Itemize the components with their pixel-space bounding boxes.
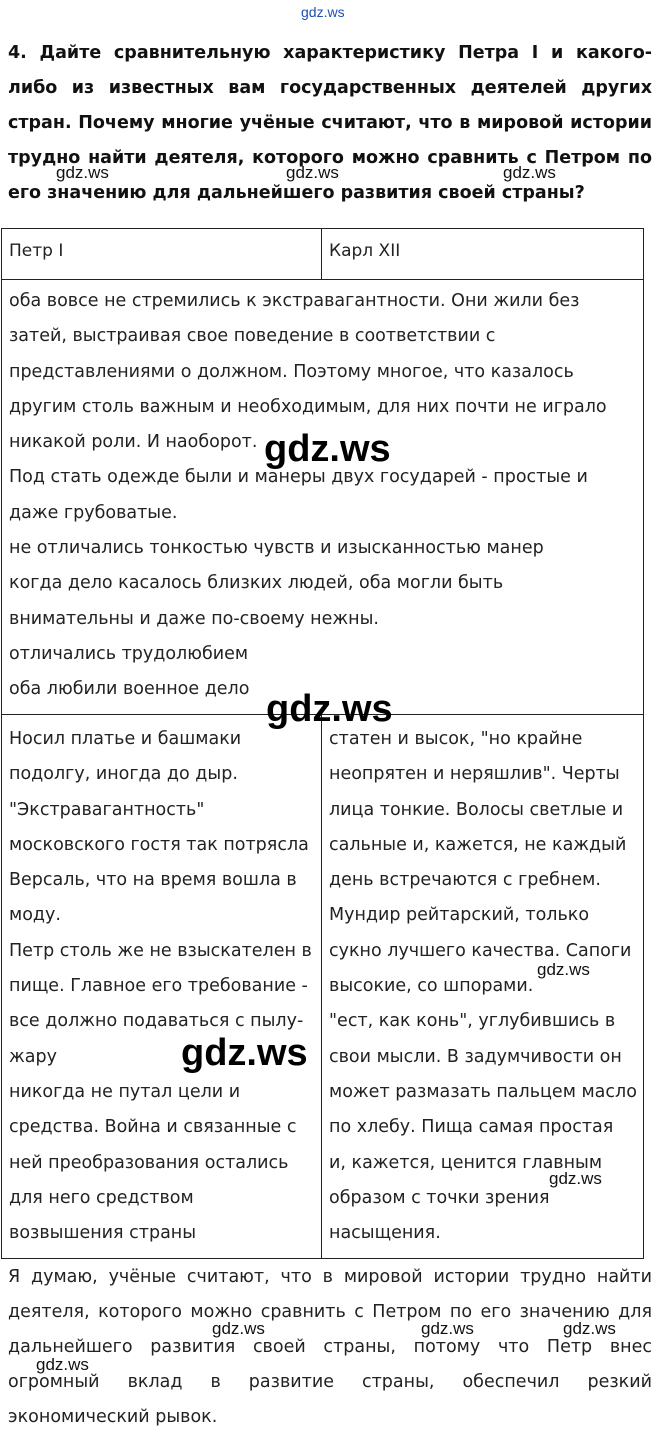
answer-text: Я думаю, учёные считают, что в мировой истории трудно найти деятеля, которого можно сравнить с Петром по его значению для дальнейшего развития своей страны, потому что Петр внес огромный вклад в развитие страны, обеспечил резкий экономический рывок. (8, 1267, 652, 1427)
header-karl: Карл XII (329, 241, 401, 261)
column-divider (321, 228, 322, 280)
common-traits: оба вовсе не стремились к экстравагантности. Они жили без затей, выстраивая свое поведение в соответствии с представлениями о должном. Поэтому многое, что казалось другим столь важным и необходимым, для них почти не играло никакой роли. И наоборот. Под стать одежде были и манеры двух государей - простые и даже грубоватые. не отличались тонкостью чувств и изысканностью манер когда дело касалось близких людей, оба могли быть внимательны и даже по-своему нежны. отличались трудолюбием оба любили военное дело (9, 291, 607, 700)
table-right-border (643, 279, 644, 714)
watermark: gdz.ws (286, 163, 339, 182)
watermark: gdz.ws (212, 1319, 265, 1338)
watermark-large: gdz.ws (266, 688, 393, 730)
karl-traits: статен и высок, "но крайне неопрятен и неряшлив". Черты лица тонкие. Волосы светлые и сальные и, кажется, не каждый день встречаются с гребнем. Мундир рейтарский, только сукно лучшего качества. Сапоги высокие, со шпорами. "ест, как конь", углубившись в свои мысли. В задумчивости он может размазать пальцем масло по хлебу. Пища самая простая и, кажется, ценится главным образом с точки зрения насыщения. (329, 729, 637, 1244)
watermark: gdz.ws (503, 163, 556, 182)
watermark: gdz.ws (537, 960, 590, 979)
watermark: gdz.ws (421, 1319, 474, 1338)
task-question: 4. Дайте сравнительную характеристику Петра I и какого-либо из известных вам государственных деятелей других стран. Почему многие учёные считают, что в мировой истории трудно найти деятеля, которого можно сравнить с Петром по его значению для дальнейшего развития своей страны? (8, 43, 652, 203)
peter-traits: Носил платье и башмаки подолгу, иногда до дыр. "Экстравагантность" московского гостя так потрясла Версаль, что на время вошла в моду. Петр столь же не взыскателен в пище. Главное его требование - все должно подаваться с пылу- жару никогда не путал цели и средства. Война и связанные с ней преобразования остались для него средством возвышения страны (9, 729, 312, 1244)
watermark: gdz.ws (549, 1169, 602, 1188)
table-left-border (1, 279, 2, 714)
watermark: gdz.ws (563, 1319, 616, 1338)
watermark-top: gdz.ws (301, 4, 345, 20)
watermark: gdz.ws (36, 1355, 89, 1374)
table-header-row (1, 228, 644, 280)
watermark-large: gdz.ws (264, 428, 391, 470)
watermark-large: gdz.ws (181, 1032, 308, 1074)
column-divider (321, 714, 322, 1259)
header-peter: Петр I (9, 241, 64, 261)
watermark: gdz.ws (56, 163, 109, 182)
